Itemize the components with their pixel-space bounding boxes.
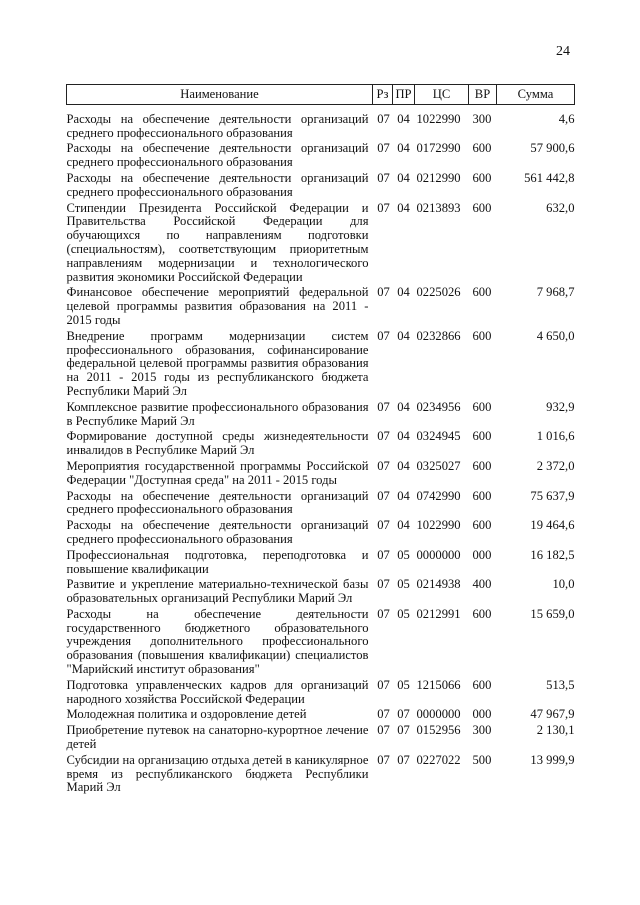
cell-rz: 07 [377, 458, 390, 473]
cell-vr: 600 [472, 518, 492, 533]
table-row [67, 286, 575, 329]
cell-sum: 15 659,0 [530, 606, 575, 621]
cell-cs: 0212991 [416, 606, 461, 621]
table-body [67, 104, 575, 797]
cell-name: Развитие и укрепление материально-технической базы образовательных организаций Республики Марий Эл [66, 577, 369, 606]
cell-cs: 0227022 [416, 752, 461, 767]
header-sum: Сумма [497, 85, 575, 105]
cell-vr: 600 [472, 285, 492, 300]
table-row [67, 142, 575, 172]
cell-name: Мероприятия государственной программы Российской Федерации "Доступная среда" на 2011 - 2015 годы [66, 458, 369, 487]
table-row [67, 708, 575, 724]
table-row [67, 202, 575, 287]
cell-vr: 600 [472, 328, 492, 343]
cell-cs: 0213893 [416, 200, 461, 215]
cell-sum: 2 130,1 [536, 723, 575, 738]
cell-sum: 2 372,0 [536, 458, 575, 473]
cell-name: Подготовка управленческих кадров для организаций народного хозяйства Российской Федерации [66, 677, 369, 706]
cell-cs: 0172990 [416, 141, 461, 156]
cell-sum: 19 464,6 [530, 518, 575, 533]
cell-vr: 600 [472, 141, 492, 156]
cell-pr: 04 [397, 458, 410, 473]
cell-vr: 300 [472, 723, 492, 738]
table-row [67, 754, 575, 797]
cell-cs: 1022990 [416, 518, 461, 533]
cell-rz: 07 [377, 677, 390, 692]
cell-rz: 07 [377, 399, 390, 414]
cell-pr: 04 [397, 399, 410, 414]
cell-pr: 04 [397, 488, 410, 503]
cell-name: Стипендии Президента Российской Федерации и Правительства Российской Федерации для обучающихся по направлениям подготовки (специальностям), соответствующим приоритетным направлениям модернизации и технологического развития экономики Российской Федерации [66, 200, 369, 284]
cell-sum: 932,9 [546, 399, 575, 414]
cell-sum: 4,6 [558, 111, 575, 126]
cell-name: Расходы на обеспечение деятельности организаций среднего профессионального образования [66, 518, 369, 546]
cell-pr: 04 [397, 429, 410, 444]
cell-name: Комплексное развитие профессионального образования в Республике Марий Эл [66, 399, 369, 428]
cell-cs: 0214938 [416, 577, 461, 592]
cell-vr: 000 [472, 547, 492, 562]
cell-sum: 10,0 [552, 577, 575, 592]
cell-rz: 07 [377, 577, 390, 592]
table-row [67, 724, 575, 754]
cell-cs: 0000000 [416, 707, 461, 722]
cell-name: Финансовое обеспечение мероприятий федеральной целевой программы развития образования на 2011 - 2015 годы [66, 285, 369, 327]
cell-rz: 07 [377, 752, 390, 767]
cell-cs: 0232866 [416, 328, 461, 343]
cell-pr: 05 [397, 577, 410, 592]
cell-name: Профессиональная подготовка, переподготовка и повышение квалификации [66, 547, 369, 576]
page-number: 24 [556, 44, 570, 59]
cell-vr: 600 [472, 170, 492, 185]
cell-rz: 07 [377, 200, 390, 215]
cell-vr: 600 [472, 677, 492, 692]
cell-sum: 1 016,6 [536, 429, 575, 444]
header-pr: ПР [393, 85, 415, 105]
cell-pr: 04 [397, 328, 410, 343]
cell-name: Приобретение путевок на санаторно-курортное лечение детей [66, 723, 369, 752]
header-name: Наименование [67, 85, 373, 105]
cell-sum: 16 182,5 [530, 547, 575, 562]
cell-pr: 04 [397, 285, 410, 300]
cell-rz: 07 [377, 606, 390, 621]
table-row [67, 460, 575, 490]
cell-vr: 600 [472, 458, 492, 473]
cell-pr: 04 [397, 170, 410, 185]
table-row [67, 519, 575, 549]
cell-pr: 05 [397, 547, 410, 562]
cell-name: Внедрение программ модернизации систем профессионального образования, софинансирование федеральной целевой программы развития образования на 2011 - 2015 годы из республиканского бюджета Республики Марий Эл [66, 328, 369, 398]
header-rz: Рз [373, 85, 393, 105]
cell-rz: 07 [377, 488, 390, 503]
cell-pr: 04 [397, 141, 410, 156]
cell-rz: 07 [377, 111, 390, 126]
table-row [67, 104, 575, 142]
cell-sum: 75 637,9 [530, 488, 575, 503]
cell-cs: 0234956 [416, 399, 461, 414]
cell-pr: 05 [397, 606, 410, 621]
table-row [67, 549, 575, 579]
cell-rz: 07 [377, 141, 390, 156]
cell-vr: 600 [472, 488, 492, 503]
table-row [67, 679, 575, 709]
cell-cs: 0212990 [416, 170, 461, 185]
cell-pr: 05 [397, 677, 410, 692]
cell-vr: 600 [472, 200, 492, 215]
cell-cs: 0324945 [416, 429, 461, 444]
budget-table [66, 84, 575, 797]
table-row [67, 401, 575, 431]
cell-rz: 07 [377, 328, 390, 343]
cell-vr: 000 [472, 707, 492, 722]
cell-rz: 07 [377, 429, 390, 444]
budget-table-container [66, 84, 574, 797]
cell-rz: 07 [377, 518, 390, 533]
cell-sum: 7 968,7 [536, 285, 575, 300]
table-row [67, 578, 575, 608]
cell-sum: 47 967,9 [530, 707, 575, 722]
cell-rz: 07 [377, 707, 390, 722]
cell-name: Расходы на обеспечение деятельности организаций среднего профессионального образования [66, 488, 369, 517]
cell-pr: 07 [397, 707, 410, 722]
table-row [67, 430, 575, 460]
cell-name: Расходы на обеспечение деятельности организаций среднего профессионального образования [66, 141, 369, 170]
cell-vr: 600 [472, 399, 492, 414]
cell-sum: 4 650,0 [536, 328, 575, 343]
cell-cs: 0742990 [416, 488, 461, 503]
cell-sum: 632,0 [546, 200, 575, 215]
cell-name: Расходы на обеспечение деятельности организаций среднего профессионального образования [66, 111, 369, 140]
cell-cs: 0225026 [416, 285, 461, 300]
cell-name: Расходы на обеспечение деятельности государственного бюджетного образовательного учреждения дополнительного профессионального образования (повышения квалификации) специалистов "Марийский институт образования" [66, 606, 369, 677]
cell-sum: 57 900,6 [530, 141, 575, 156]
cell-rz: 07 [377, 170, 390, 185]
cell-vr: 600 [472, 606, 492, 621]
header-cs: ЦС [415, 85, 469, 105]
cell-vr: 600 [472, 429, 492, 444]
cell-cs: 1022990 [416, 111, 461, 126]
cell-sum: 13 999,9 [530, 752, 575, 767]
cell-name: Молодежная политика и оздоровление детей [66, 707, 307, 722]
cell-name: Субсидии на организацию отдыха детей в каникулярное время из республиканского бюджета Республики Марий Эл [66, 752, 369, 795]
cell-pr: 04 [397, 111, 410, 126]
table-row [67, 330, 575, 401]
cell-name: Формирование доступной среды жизнедеятельности инвалидов в Республике Марий Эл [66, 429, 369, 458]
cell-vr: 400 [472, 577, 492, 592]
cell-vr: 500 [472, 752, 492, 767]
cell-vr: 300 [472, 111, 492, 126]
cell-cs: 0000000 [416, 547, 461, 562]
cell-sum: 561 442,8 [524, 170, 575, 185]
cell-rz: 07 [377, 547, 390, 562]
cell-cs: 0152956 [416, 723, 461, 738]
cell-rz: 07 [377, 723, 390, 738]
cell-name: Расходы на обеспечение деятельности организаций среднего профессионального образования [66, 170, 369, 199]
cell-pr: 07 [397, 752, 410, 767]
table-row [67, 172, 575, 202]
cell-cs: 0325027 [416, 458, 461, 473]
cell-rz: 07 [377, 285, 390, 300]
header-vr: ВР [469, 85, 497, 105]
cell-sum: 513,5 [546, 677, 575, 692]
table-row [67, 490, 575, 520]
cell-pr: 04 [397, 518, 410, 533]
cell-pr: 04 [397, 200, 410, 215]
cell-pr: 07 [397, 723, 410, 738]
header-row [67, 85, 575, 105]
table-row [67, 608, 575, 679]
cell-cs: 1215066 [416, 677, 461, 692]
table-header [67, 85, 575, 105]
